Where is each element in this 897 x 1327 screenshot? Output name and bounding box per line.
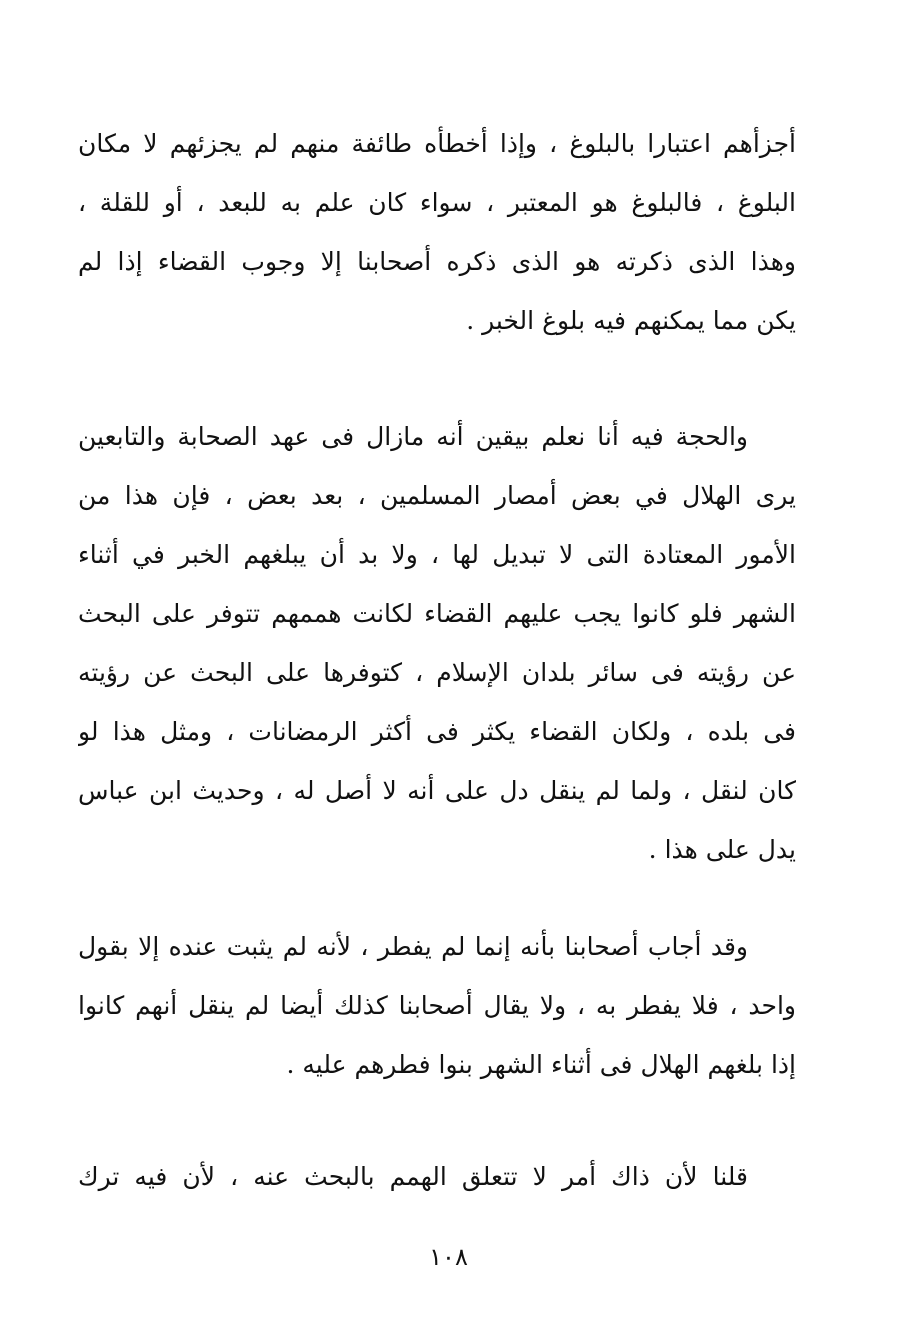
text-line: كان لنقل ، ولما لم ينقل دل على أنه لا أصل له ، وحديث ابن عباس [78,776,796,805]
text-line: الأمور المعتادة التى لا تبديل لها ، ولا بد أن يبلغهم الخبر في أثناء [78,540,796,569]
paragraph-2 [78,407,796,879]
paragraph-1 [78,114,796,350]
text-line: وقد أجاب أصحابنا بأنه إنما لم يفطر ، لأنه لم يثبت عنده إلا بقول [78,932,748,961]
paragraph-3 [78,917,796,1094]
text-line: واحد ، فلا يفطر به ، ولا يقال أصحابنا كذلك أيضا لم ينقل أنهم كانوا [78,991,796,1020]
text-line: إذا بلغهم الهلال فى أثناء الشهر بنوا فطرهم عليه . [286,1050,796,1079]
text-line: قلنا لأن ذاك أمر لا تتعلق الهمم بالبحث عنه ، لأن فيه ترك [78,1162,748,1191]
text-line: فى بلده ، ولكان القضاء يكثر فى أكثر الرمضانات ، ومثل هذا لو [78,717,796,746]
text-line: يرى الهلال في بعض أمصار المسلمين ، بعد بعض ، فإن هذا من [78,481,796,510]
text-line: أجزأهم اعتبارا بالبلوغ ، وإذا أخطأه طائفة منهم لم يجزئهم لا مكان [78,129,796,158]
text-line: يدل على هذا . [648,835,796,864]
text-line: وهذا الذى ذكرته هو الذى ذكره أصحابنا إلا وجوب القضاء إذا لم [78,247,796,276]
text-line: عن رؤيته فى سائر بلدان الإسلام ، كتوفرها على البحث عن رؤيته [78,658,796,687]
text-line: يكن مما يمكنهم فيه بلوغ الخبر . [466,306,796,335]
text-line: والحجة فيه أنا نعلم بيقين أنه مازال فى عهد الصحابة والتابعين [78,422,748,451]
page-number: ١٠٨ [429,1243,468,1271]
paragraph-4 [78,1147,796,1206]
text-line: الشهر فلو كانوا يجب عليهم القضاء لكانت هممهم تتوفر على البحث [78,599,796,628]
text-line: البلوغ ، فالبلوغ هو المعتبر ، سواء كان علم به للبعد ، أو للقلة ، [78,188,796,217]
